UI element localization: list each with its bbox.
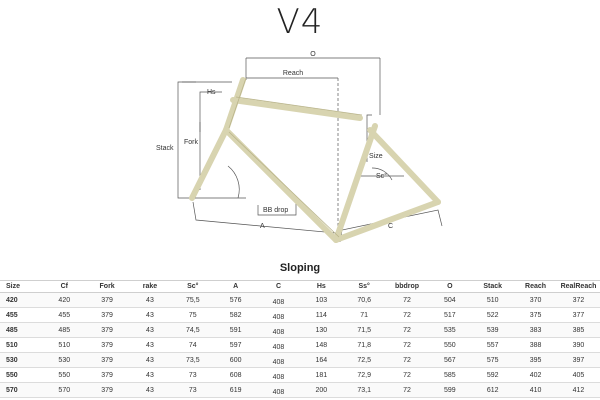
table-cell: 539: [471, 323, 514, 338]
table-cell: 576: [214, 293, 257, 308]
table-cell: 72: [386, 383, 429, 398]
table-cell: 410: [514, 383, 557, 398]
table-cell: 379: [86, 353, 129, 368]
table-row: [0, 308, 600, 323]
table-cell: 510: [0, 338, 43, 353]
table-cell: 567: [428, 353, 471, 368]
table-cell: 379: [86, 383, 129, 398]
a-label: A: [260, 223, 265, 230]
table-cell: 148: [300, 338, 343, 353]
column-header: Size: [0, 281, 43, 293]
table-cell: 608: [214, 368, 257, 383]
table-cell: 402: [514, 368, 557, 383]
table-row: [0, 368, 600, 383]
table-cell: 550: [0, 368, 43, 383]
table-cell: 522: [471, 308, 514, 323]
table-cell: 530: [0, 353, 43, 368]
table-cell: 619: [214, 383, 257, 398]
table-cell: 385: [557, 323, 600, 338]
table-cell: 74: [171, 338, 214, 353]
table-cell: 379: [86, 323, 129, 338]
table-cell: 575: [471, 353, 514, 368]
table-row: [0, 338, 600, 353]
table-cell: 71,5: [343, 323, 386, 338]
column-header: C: [257, 281, 300, 293]
table-cell: 504: [428, 293, 471, 308]
table-cell: 72: [386, 338, 429, 353]
table-cell: 372: [557, 293, 600, 308]
table-cell: 535: [428, 323, 471, 338]
table-cell: 395: [514, 353, 557, 368]
table-cell: 72: [386, 293, 429, 308]
column-header: bbdrop: [386, 281, 429, 293]
table-cell: 43: [129, 323, 172, 338]
reach-label: Reach: [282, 70, 304, 77]
table-cell: 379: [86, 368, 129, 383]
table-cell: 550: [428, 338, 471, 353]
table-cell: 397: [557, 353, 600, 368]
column-header: Reach: [514, 281, 557, 293]
table-cell: 570: [0, 383, 43, 398]
table-cell: 71: [343, 308, 386, 323]
table-cell: 530: [43, 353, 86, 368]
column-header: Stack: [471, 281, 514, 293]
column-header: Sc°: [171, 281, 214, 293]
bike-frame: [192, 80, 438, 240]
table-cell: 73,5: [171, 353, 214, 368]
table-cell: 485: [0, 323, 43, 338]
column-header: RealReach: [557, 281, 600, 293]
table-cell: 405: [557, 368, 600, 383]
stack-label: Stack: [156, 145, 174, 152]
table-body: [0, 293, 600, 398]
table-cell: 550: [43, 368, 86, 383]
table-cell: 43: [129, 308, 172, 323]
table-cell: 377: [557, 308, 600, 323]
column-header: A: [214, 281, 257, 293]
table-cell: 114: [300, 308, 343, 323]
bbdrop-label: BB drop: [263, 207, 289, 214]
table-cell: 591: [214, 323, 257, 338]
o-label: O: [310, 51, 316, 58]
table-cell: 200: [300, 383, 343, 398]
table-row: [0, 293, 600, 308]
table-cell: 72: [386, 368, 429, 383]
table-cell: 455: [0, 308, 43, 323]
page-title: V4: [276, 2, 324, 42]
column-header: Ss°: [343, 281, 386, 293]
table-row: [0, 383, 600, 398]
table-cell: 72,9: [343, 368, 386, 383]
table-cell: 103: [300, 293, 343, 308]
fork-label: Fork: [184, 139, 198, 146]
table-cell: 181: [300, 368, 343, 383]
table-cell: 455: [43, 308, 86, 323]
table-header-row: [0, 281, 600, 293]
column-header: rake: [129, 281, 172, 293]
table-cell: 73: [171, 368, 214, 383]
table-cell: 412: [557, 383, 600, 398]
table-cell: 585: [428, 368, 471, 383]
table-cell: 379: [86, 293, 129, 308]
table-row: [0, 323, 600, 338]
table-cell: 599: [428, 383, 471, 398]
table-cell: 75,5: [171, 293, 214, 308]
table-cell: 408: [257, 353, 300, 368]
table-cell: 164: [300, 353, 343, 368]
table-cell: 70,6: [343, 293, 386, 308]
table-cell: 597: [214, 338, 257, 353]
column-header: O: [428, 281, 471, 293]
table-cell: 72: [386, 308, 429, 323]
table-cell: 375: [514, 308, 557, 323]
table-cell: 408: [257, 323, 300, 338]
table-cell: 72,5: [343, 353, 386, 368]
size-label: Size: [369, 153, 383, 160]
table-cell: 75: [171, 308, 214, 323]
table-cell: 582: [214, 308, 257, 323]
table-cell: 43: [129, 383, 172, 398]
table-cell: 43: [129, 353, 172, 368]
table-cell: 379: [86, 338, 129, 353]
table-cell: 72: [386, 353, 429, 368]
column-header: Fork: [86, 281, 129, 293]
table-cell: 408: [257, 308, 300, 323]
table-cell: 379: [86, 308, 129, 323]
table-cell: 383: [514, 323, 557, 338]
table-cell: 130: [300, 323, 343, 338]
table-cell: 408: [257, 368, 300, 383]
table-cell: 74,5: [171, 323, 214, 338]
table-row: [0, 353, 600, 368]
table-cell: 388: [514, 338, 557, 353]
table-cell: 517: [428, 308, 471, 323]
table-cell: 570: [43, 383, 86, 398]
geometry-diagram: [0, 40, 600, 250]
table-cell: 43: [129, 338, 172, 353]
geometry-table: [0, 280, 600, 398]
table-cell: 592: [471, 368, 514, 383]
table-cell: 420: [0, 293, 43, 308]
column-header: Cf: [43, 281, 86, 293]
table-cell: 510: [471, 293, 514, 308]
section-title: Sloping: [279, 262, 321, 274]
table-cell: 390: [557, 338, 600, 353]
table-cell: 72: [386, 323, 429, 338]
table-cell: 612: [471, 383, 514, 398]
hs-label: Hs: [207, 89, 216, 96]
column-header: Hs: [300, 281, 343, 293]
table-cell: 73,1: [343, 383, 386, 398]
table-cell: 43: [129, 293, 172, 308]
table-cell: 370: [514, 293, 557, 308]
table-cell: 73: [171, 383, 214, 398]
table-cell: 71,8: [343, 338, 386, 353]
sc-label: Sc°: [376, 173, 387, 180]
table-cell: 408: [257, 293, 300, 308]
c-label: C: [388, 223, 394, 230]
table-cell: 510: [43, 338, 86, 353]
table-cell: 485: [43, 323, 86, 338]
table-cell: 600: [214, 353, 257, 368]
table-cell: 408: [257, 383, 300, 398]
table-cell: 557: [471, 338, 514, 353]
table-cell: 420: [43, 293, 86, 308]
table-cell: 43: [129, 368, 172, 383]
table-cell: 408: [257, 338, 300, 353]
